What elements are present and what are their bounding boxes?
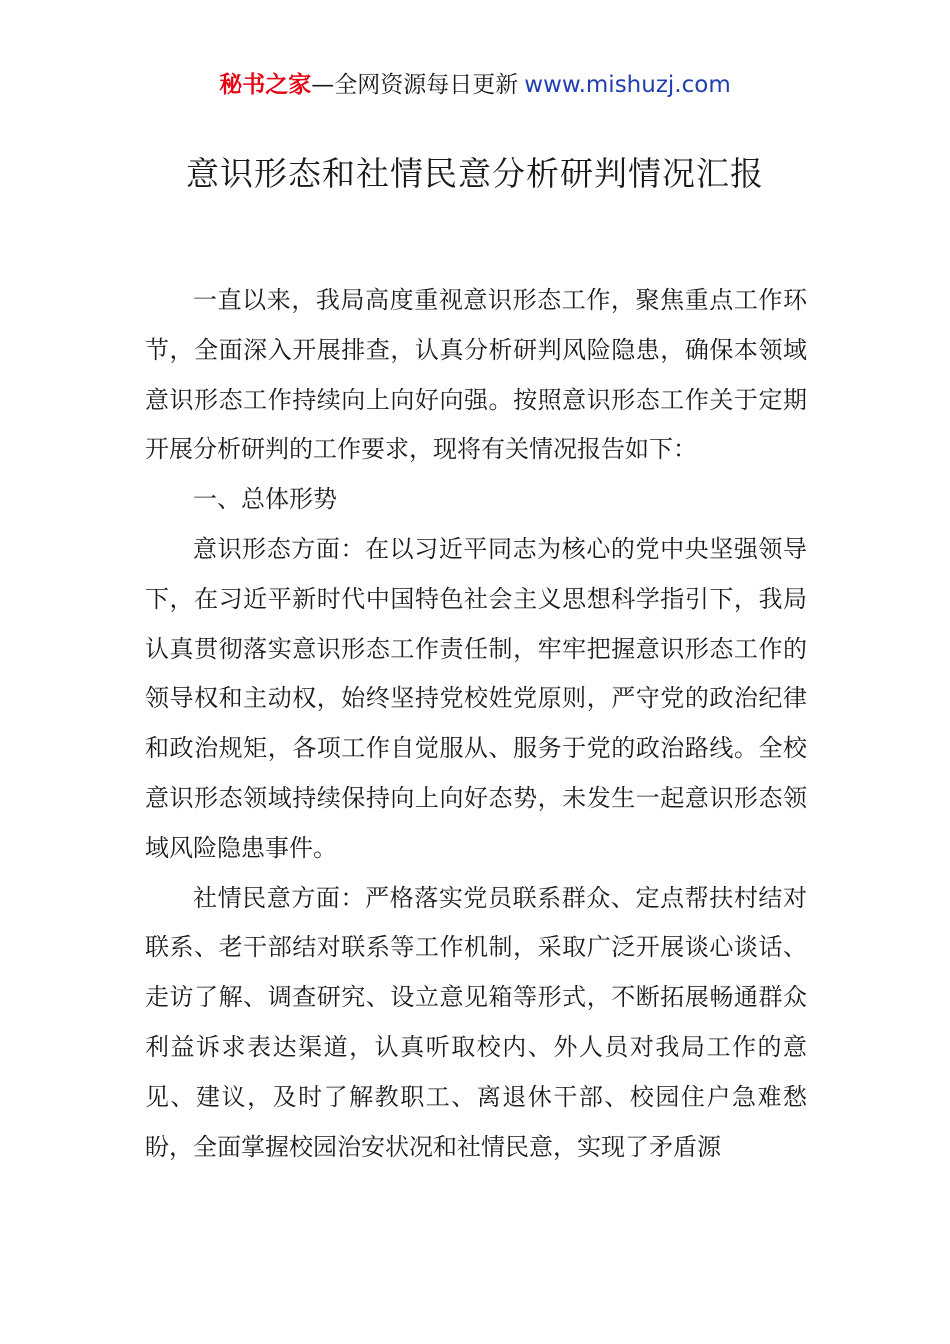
brand-name: 秘书之家 (219, 72, 312, 98)
paragraph-intro: 一直以来，我局高度重视意识形态工作，聚焦重点工作环节，全面深入开展排查，认真分析研判风险隐患，确保本领域意识形态工作持续向上向好向强。按照意识形态工作关于定期开展分析研判的工作要求，现将有关情况报告如下： (145, 286, 807, 464)
header-tagline: —全网资源每日更新 (311, 72, 519, 98)
site-header (0, 68, 950, 102)
site-url-link[interactable]: www.mishuzj.com (524, 72, 731, 98)
section-heading-overall-situation: 一、总体形势 (193, 485, 337, 514)
document-title: 意识形态和社情民意分析研判情况汇报 (186, 154, 764, 193)
paragraph-ideology: 意识形态方面：在以习近平同志为核心的党中央坚强领导下，在习近平新时代中国特色社会主义思想科学指引下，我局认真贯彻落实意识形态工作责任制，牢牢把握意识形态工作的领导权和主动权，始终坚持党校姓党原则，严守党的政治纪律和政治规矩，各项工作自觉服从、服务于党的政治路线。全校意识形态领域持续保持向上向好态势，未发生一起意识形态领域风险隐患事件。 (145, 534, 807, 862)
paragraph-public-opinion: 社情民意方面：严格落实党员联系群众、定点帮扶村结对联系、老干部结对联系等工作机制，采取广泛开展谈心谈话、走访了解、调查研究、设立意见箱等形式，不断拓展畅通群众利益诉求表达渠道，认真听取校内、外人员对我局工作的意见、建议，及时了解教职工、离退休干部、校园住户急难愁盼，全面掌握校园治安状况和社情民意，实现了矛盾源 (145, 883, 807, 1161)
document-body (145, 276, 807, 1172)
